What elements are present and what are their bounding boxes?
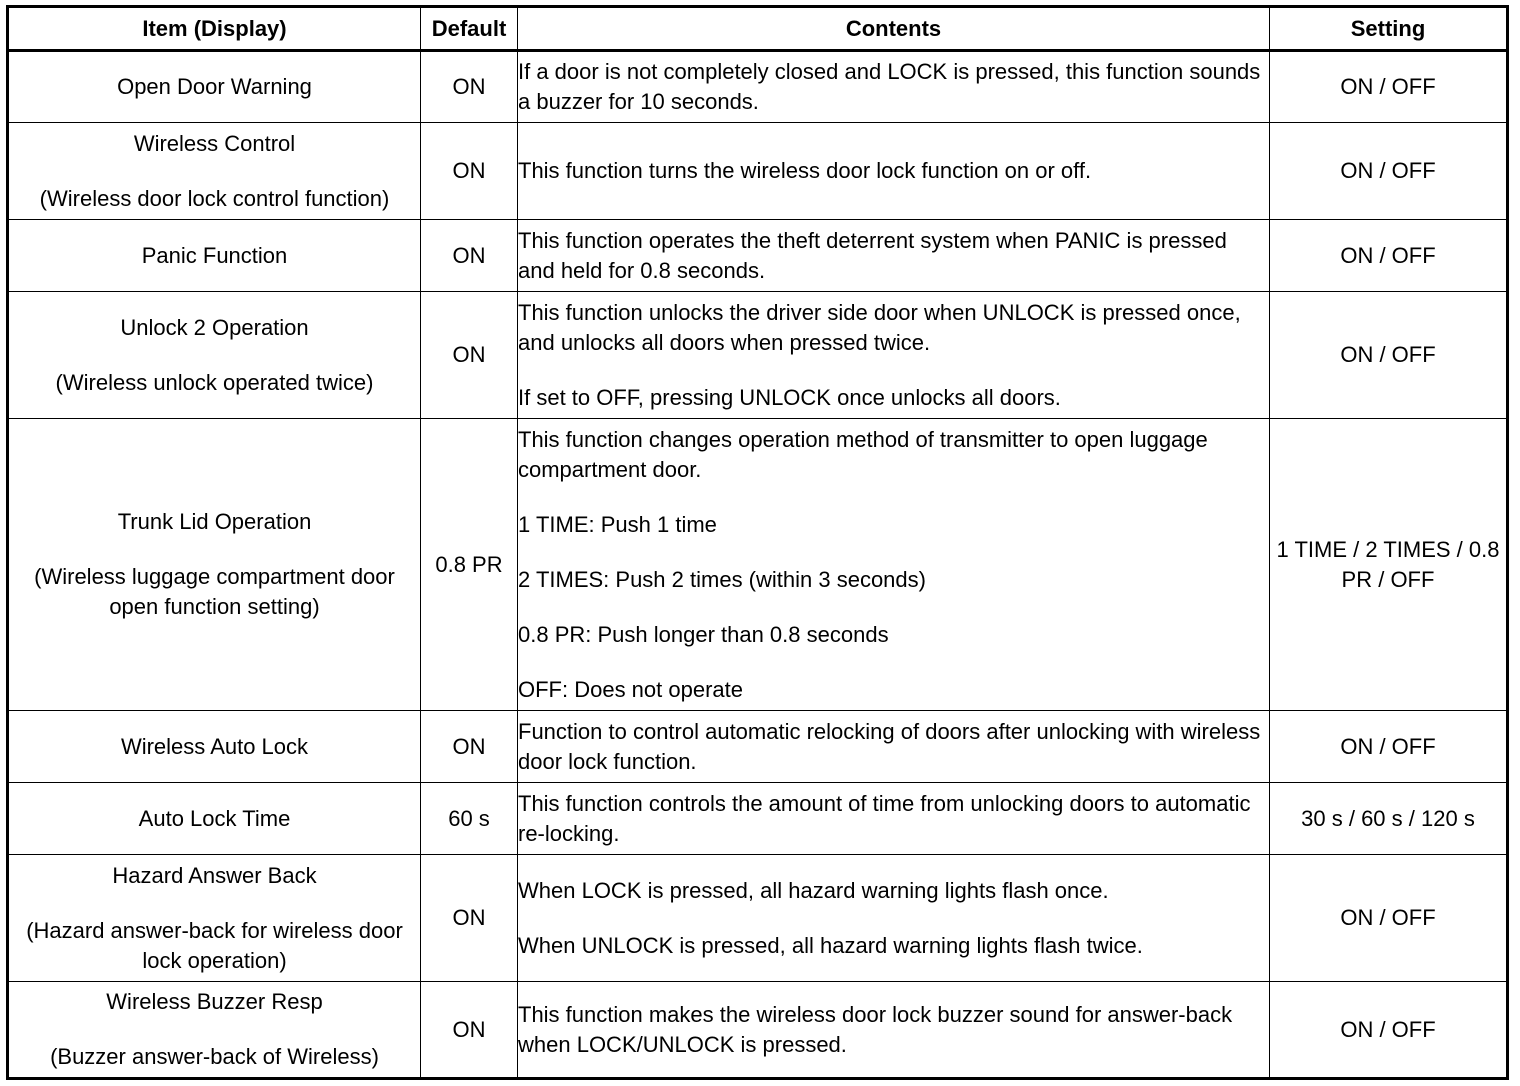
- contents-text: 2 TIMES: Push 2 times (within 3 seconds): [518, 566, 926, 592]
- default-cell: ON: [421, 292, 518, 419]
- setting-cell: 30 s / 60 s / 120 s: [1270, 783, 1508, 855]
- default-cell: 60 s: [421, 783, 518, 855]
- setting-cell: ON / OFF: [1270, 292, 1508, 419]
- contents-text: This function makes the wireless door lock buzzer sound for answer-back when LOCK/UNLOCK is pressed.: [518, 1001, 1233, 1057]
- contents-cell: [518, 292, 1270, 419]
- setting-cell: ON / OFF: [1270, 123, 1508, 220]
- setting-cell: ON / OFF: [1270, 855, 1508, 982]
- item-description: (Buzzer answer-back of Wireless): [50, 1044, 379, 1069]
- contents-cell: [518, 855, 1270, 982]
- contents-text: This function turns the wireless door lock function on or off.: [518, 158, 1092, 183]
- default-cell: ON: [421, 855, 518, 982]
- header-contents: Contents: [518, 7, 1270, 51]
- table-row: [8, 123, 1508, 220]
- header-setting: Setting: [1270, 7, 1508, 51]
- setting-cell: ON / OFF: [1270, 51, 1508, 123]
- setting-cell: ON / OFF: [1270, 220, 1508, 292]
- contents-text: When UNLOCK is pressed, all hazard warning lights flash twice.: [518, 932, 1143, 958]
- contents-text: This function operates the theft deterrent system when PANIC is pressed and held for 0.8 seconds.: [518, 227, 1227, 283]
- table-row: [8, 419, 1508, 711]
- item-name: Open Door Warning: [117, 74, 312, 99]
- header-default: Default: [421, 7, 518, 51]
- default-cell: ON: [421, 123, 518, 220]
- contents-text: This function changes operation method of transmitter to open luggage compartment door.: [518, 426, 1208, 482]
- table-row: [8, 783, 1508, 855]
- item-cell: [8, 982, 421, 1079]
- item-name: Auto Lock Time: [138, 805, 291, 831]
- contents-text: This function unlocks the driver side door when UNLOCK is pressed once, and unlocks all doors when pressed twice.: [518, 299, 1241, 355]
- setting-cell: ON / OFF: [1270, 711, 1508, 783]
- item-name: Wireless Control: [133, 130, 296, 156]
- contents-cell: [518, 783, 1270, 855]
- default-cell: ON: [421, 51, 518, 123]
- item-cell: [8, 855, 421, 982]
- default-cell: ON: [421, 711, 518, 783]
- table-row: [8, 711, 1508, 783]
- contents-text: If set to OFF, pressing UNLOCK once unlocks all doors.: [518, 384, 1061, 410]
- default-cell: 0.8 PR: [421, 419, 518, 711]
- item-cell: [8, 292, 421, 419]
- contents-text: If a door is not completely closed and LOCK is pressed, this function sounds a buzzer for 10 seconds.: [518, 59, 1261, 114]
- contents-text: 1 TIME: Push 1 time: [518, 511, 717, 537]
- contents-text: OFF: Does not operate: [518, 676, 743, 702]
- header-row: [8, 7, 1508, 51]
- contents-cell: [518, 982, 1270, 1079]
- default-cell: ON: [421, 982, 518, 1079]
- item-name: Hazard Answer Back: [112, 862, 317, 888]
- item-name: Wireless Buzzer Resp: [106, 989, 323, 1014]
- contents-cell: [518, 220, 1270, 292]
- contents-cell: [518, 51, 1270, 123]
- contents-cell: [518, 711, 1270, 783]
- contents-text: 0.8 PR: Push longer than 0.8 seconds: [518, 621, 889, 647]
- setting-cell: ON / OFF: [1270, 982, 1508, 1079]
- item-cell: [8, 711, 421, 783]
- table-row: [8, 220, 1508, 292]
- item-name: Panic Function: [141, 242, 288, 268]
- header-item: Item (Display): [8, 7, 421, 51]
- item-description: (Hazard answer-back for wireless door lock operation): [26, 917, 403, 973]
- item-cell: [8, 123, 421, 220]
- function-settings-table: [6, 5, 1509, 1080]
- setting-cell: 1 TIME / 2 TIMES / 0.8 PR / OFF: [1270, 419, 1508, 711]
- item-cell: [8, 220, 421, 292]
- item-description: (Wireless door lock control function): [39, 185, 390, 211]
- item-cell: [8, 419, 421, 711]
- item-cell: [8, 783, 421, 855]
- item-name: Wireless Auto Lock: [120, 733, 309, 759]
- table-row: [8, 292, 1508, 419]
- item-cell: [8, 51, 421, 123]
- table-row: [8, 51, 1508, 123]
- contents-text: This function controls the amount of time from unlocking doors to automatic re-locking.: [518, 790, 1251, 846]
- item-description: (Wireless unlock operated twice): [55, 369, 374, 395]
- default-cell: ON: [421, 220, 518, 292]
- contents-cell: [518, 123, 1270, 220]
- item-name: Trunk Lid Operation: [117, 509, 312, 534]
- contents-text: Function to control automatic relocking of doors after unlocking with wireless door lock function.: [518, 718, 1261, 774]
- table-row: [8, 982, 1508, 1079]
- contents-cell: [518, 419, 1270, 711]
- item-name: Unlock 2 Operation: [120, 314, 309, 340]
- table-row: [8, 855, 1508, 982]
- contents-text: When LOCK is pressed, all hazard warning lights flash once.: [518, 877, 1109, 903]
- item-description: (Wireless luggage compartment door open function setting): [34, 564, 395, 619]
